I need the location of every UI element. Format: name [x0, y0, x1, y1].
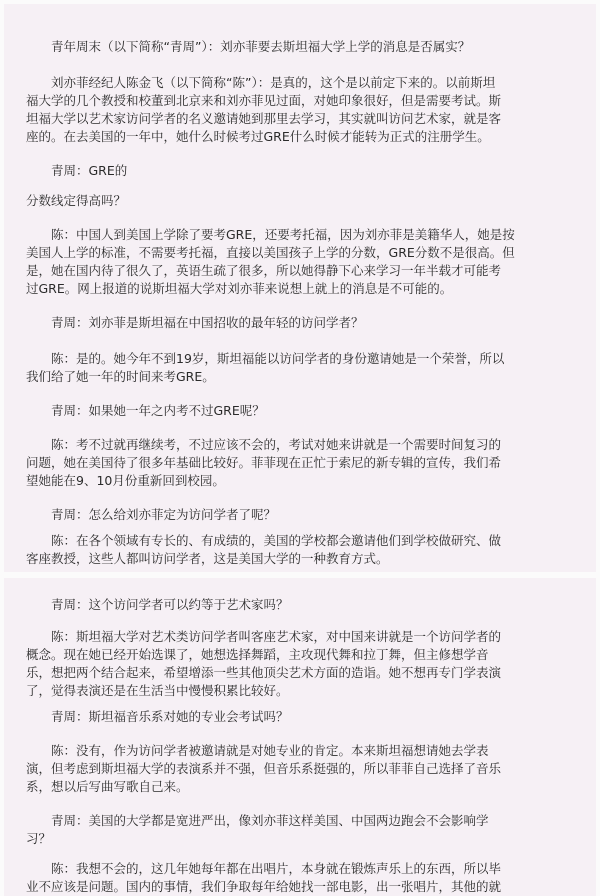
question-3: 青周：刘亦菲是斯坦福在中国招收的最年轻的访问学者？ — [26, 315, 364, 330]
answer-3: 陈：是的。她今年不到19岁，斯坦福能以访问学者的身份邀请她是一个荣誉，所以 我们给了她一年的时间来考GRE。 — [26, 351, 505, 384]
question-1: 青年周末（以下简称“青周”）：刘亦菲要去斯坦福大学上学的消息是否属实？ — [26, 39, 471, 54]
article-panel-top — [4, 4, 596, 572]
answer-8: 陈：我想不会的，这几年她每年都在出唱片，本身就在锻炼声乐上的东西，所以毕 业不应该是问题。国内的事情，我们争取每年给她找一部电影，出一张唱片，其他的就 — [26, 861, 502, 894]
question-6: 青周：这个访问学者可以约等于艺术家吗？ — [26, 597, 289, 612]
question-8: 青周：美国的大学都是宽进严出，像刘亦菲这样美国、中国两边跑会不会影响学 习？ — [26, 813, 489, 846]
question-2: 青周：GRE的 — [26, 163, 128, 178]
answer-4: 陈：考不过就再继续考，不过应该不会的，考试对她来讲就是一个需要时间复习的 问题，她在美国待了很多年基础比较好。菲菲现在正忙于索尼的新专辑的宣传，我们希 望她能在9、10月份重新回到校园。 — [26, 437, 502, 488]
answer-1: 刘亦菲经纪人陈金飞（以下简称“陈”）：是真的，这个是以前定下来的。以前斯坦 福大学的几个教授和校董到北京来和刘亦菲见过面，对她印象很好，但是需要考试。斯 坦福大学以艺术家访问学者的名义邀请她到那里去学习，其实就叫访问艺术家，就是客 座的。在去美国的一年中，她什么时候考过GRE什么时候才能转为正式的注册学生。 — [26, 75, 502, 144]
answer-6: 陈：斯坦福大学对艺术类访问学者叫客座艺术家，对中国来讲就是一个访问学者的 概念。现在她已经开始选课了，她想选择舞蹈，主攻现代舞和拉丁舞，但主修想学音 乐，想把两个结合起来，希望增添一些其他顶尖艺术方面的造诣。她不想再专门学表演 了，觉得表演还是在生活当中慢慢积累比较好。 — [26, 629, 502, 698]
question-5: 青周：怎么给刘亦菲定为访问学者了呢？ — [26, 507, 277, 522]
question-2-continued: 分数线定得高吗？ — [26, 193, 127, 208]
question-4: 青周：如果她一年之内考不过GRE呢？ — [26, 403, 265, 418]
answer-5: 陈：在各个领域有专长的、有成绩的，美国的学校都会邀请他们到学校做研究、做 客座教授，这些人都叫访问学者，这是美国大学的一种教育方式。 — [26, 533, 502, 566]
answer-2: 陈：中国人到美国上学除了要考GRE，还要考托福，因为刘亦菲是美籍华人，她是按 美国人上学的标准，不需要考托福，直接以美国孩子上学的分数，GRE分数不是很高。但 是，她在国内待了很久了，英语生疏了很多，所以她得静下心来学习一年半载才可能考 过GRE。网上报道的说斯坦福大学对刘亦菲来说想上就上的消息是不可能的。 — [26, 227, 515, 296]
article-panel-bottom — [4, 578, 596, 896]
question-7: 青周：斯坦福音乐系对她的专业会考试吗？ — [26, 709, 289, 724]
answer-7: 陈：没有，作为访问学者被邀请就是对她专业的肯定。本来斯坦福想请她去学表 演，但考虑到斯坦福大学的表演系并不强，但音乐系挺强的，所以菲菲自己选择了音乐 系，想以后写曲写歌自己来。 — [26, 743, 502, 794]
